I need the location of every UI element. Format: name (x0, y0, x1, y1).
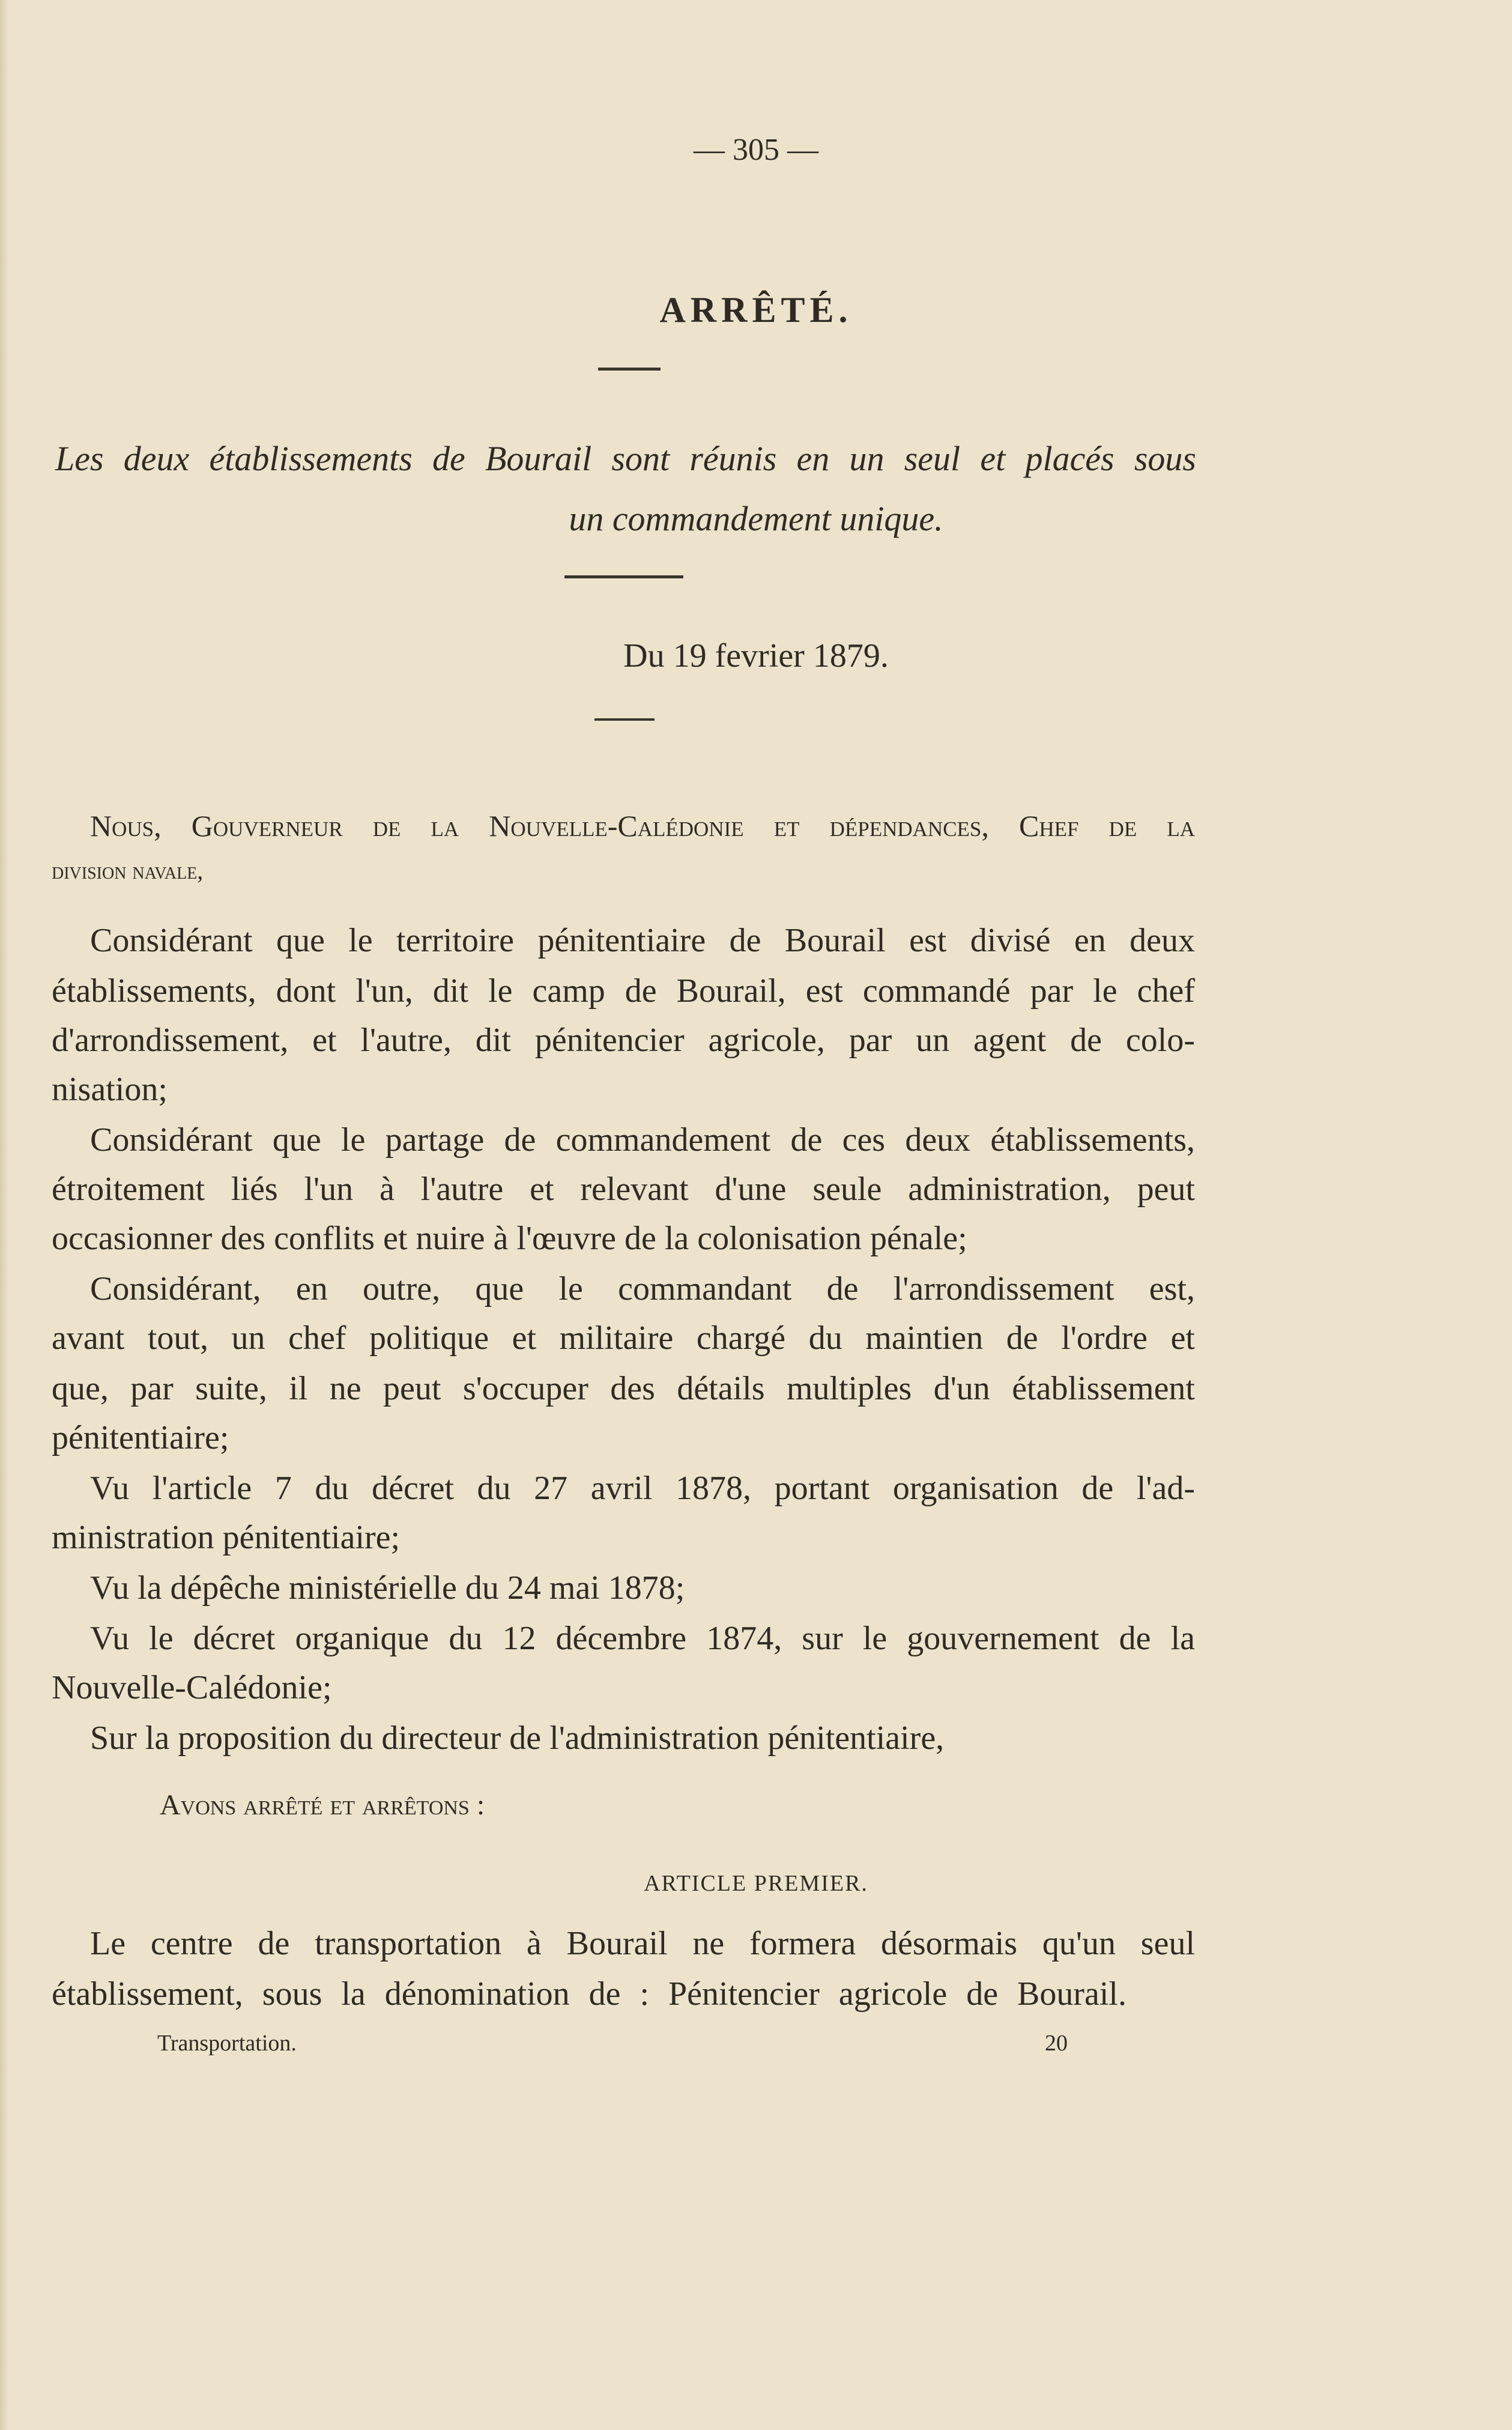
summary-line-1: Les deux établissements de Bourail sont réunis en un seul et placés sous (55, 439, 1196, 478)
heading-rule (598, 368, 661, 371)
body-line: Vu le décret organique du 12 décembre 1874, sur le gouvernement de la (90, 1620, 1195, 1657)
decree-heading: ARRÊTÉ. (659, 290, 853, 330)
body-line: avant tout, un chef politique et militaire chargé du maintien de l'ordre et (52, 1320, 1195, 1357)
summary-line-2: un commandement unique. (569, 499, 943, 538)
body-line: établissements, dont l'un, dit le camp de Bourail, est commandé par le chef (52, 972, 1195, 1010)
body-line: Vu l'article 7 du décret du 27 avril 1878, portant organisation de l'ad- (90, 1470, 1195, 1507)
body-line: ministration pénitentiaire; (52, 1519, 401, 1556)
body-line: que, par suite, il ne peut s'occuper des détails multiples d'un établissement (52, 1370, 1195, 1407)
footer-signature: Transportation. (157, 2031, 297, 2056)
body-line: Considérant que le partage de commandement de ces deux établissements, (90, 1121, 1195, 1159)
date-rule (594, 718, 655, 721)
page-edge-shadow (0, 0, 8, 2430)
body-line: Considérant que le territoire pénitentiaire de Bourail est divisé en deux (90, 922, 1195, 959)
summary-rule (564, 575, 683, 578)
article-line-2: établissement, sous la dénomination de : Pénitencier agricole de Bourail. (52, 1975, 1126, 2013)
article-line-1: Le centre de transportation à Bourail ne formera désormais qu'un seul (90, 1925, 1195, 1962)
page-number: — 305 — (694, 133, 818, 167)
decree-formula: Avons arrêté et arrêtons : (160, 1789, 485, 1821)
decree-date: Du 19 fevrier 1879. (623, 637, 889, 674)
body-line: étroitement liés l'un à l'autre et relevant d'une seule administration, peut (52, 1171, 1195, 1208)
body-line: occasionner des conflits et nuire à l'œuvre de la colonisation pénale; (52, 1220, 967, 1257)
preamble-line-2: division navale, (52, 857, 204, 884)
preamble-line-1: Nous, Gouverneur de la Nouvelle-Calédonie et dépendances, Chef de la (90, 809, 1195, 843)
body-line: Vu la dépêche ministérielle du 24 mai 1878; (90, 1569, 685, 1607)
body-line: pénitentiaire; (52, 1419, 229, 1456)
body-line: Sur la proposition du directeur de l'administration pénitentiaire, (90, 1719, 945, 1757)
body-line: nisation; (52, 1071, 168, 1108)
body-line: Considérant, en outre, que le commandant de l'arrondissement est, (90, 1270, 1195, 1307)
footer-sheet-number: 20 (1045, 2031, 1068, 2056)
body-line: Nouvelle-Calédonie; (52, 1669, 332, 1706)
article-title: ARTICLE PREMIER. (644, 1871, 868, 1896)
body-line: d'arrondissement, et l'autre, dit pénitencier agricole, par un agent de colo- (52, 1022, 1195, 1059)
